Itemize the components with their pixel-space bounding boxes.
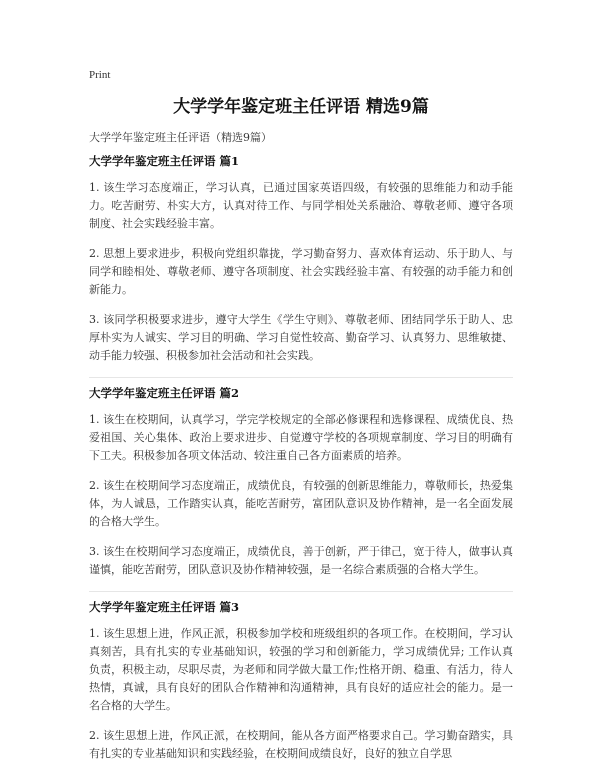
comment-paragraph: 2. 思想上要求进步，积极向党组织靠拢，学习勤奋努力、喜欢体育运动、乐于助人、与同学和睦相处、尊敬老师、遵守各项制度、社会实践经验丰富、有较强的动手能力和创新能力。 (89, 247, 513, 296)
section-heading: 大学学年鉴定班主任评语 篇3 (89, 600, 240, 614)
comment-paragraph: 2. 该生思想上进，作风正派，在校期间，能从各方面严格要求自己。学习勤奋踏实，具有扎实的专业基础知识和实践经验，在校期间成绩良好，良好的独立自学思 (89, 729, 513, 760)
comment-paragraph: 2. 该生在校期间学习态度端正，成绩优良，有较强的创新思维能力，尊敬师长，热爱集体，为人诚恳，工作踏实认真，能吃苦耐劳，富团队意识及协作精神，是一名全面发展的合格大学生。 (89, 479, 513, 528)
page-title: 大学学年鉴定班主任评语 精选9篇 (173, 97, 429, 117)
comment-paragraph: 3. 该同学积极要求进步，遵守大学生《学生守则》、尊敬老师、团结同学乐于助人、忠厚朴实为人诚实、学习目的明确、学习自觉性较高、勤奋学习、认真努力、思维敏捷、动手能力较强、积极参加社会活动和社会实践。 (89, 313, 513, 362)
section-divider (89, 377, 513, 378)
document-intro: 大学学年鉴定班主任评语（精选9篇） (89, 131, 272, 144)
comment-paragraph: 1. 该生思想上进，作风正派，积极参加学校和班级组织的各项工作。在校期间，学习认真刻苦，具有扎实的专业基础知识，较强的学习和创新能力，学习成绩优异; 工作认真负责，积极主动，尽职尽责，为老师和同学做大量工作;性格开朗、稳重、有活力，待人热情，真诚，具有良好的团队合作精神和沟通精神，具有良好的适应社会的能力。是一名合格的大学生。 (89, 627, 513, 712)
print-link[interactable]: Print (89, 69, 111, 81)
section-heading: 大学学年鉴定班主任评语 篇2 (89, 386, 240, 400)
section-heading: 大学学年鉴定班主任评语 篇1 (89, 154, 240, 168)
comment-paragraph: 1. 该生在校期间，认真学习，学完学校规定的全部必修课程和选修课程、成绩优良、热爱祖国、关心集体、政治上要求进步、自觉遵守学校的各项规章制度、学习目的明确有下工夫。积极参加各项文体活动、较注重自己各方面素质的培养。 (89, 413, 513, 462)
comment-paragraph: 1. 该生学习态度端正，学习认真，已通过国家英语四级，有较强的思维能力和动手能力。吃苦耐劳、朴实大方，认真对待工作、与同学相处关系融洽、尊敬老师、遵守各项制度、社会实践经验丰富。 (89, 181, 513, 230)
document-page (89, 68, 513, 775)
section-divider (89, 591, 513, 592)
comment-paragraph: 3. 该生在校期间学习态度端正，成绩优良，善于创新，严于律己，宽于待人，做事认真谨慎，能吃苦耐劳，团队意识及协作精神较强，是一名综合素质强的合格大学生。 (89, 545, 513, 576)
